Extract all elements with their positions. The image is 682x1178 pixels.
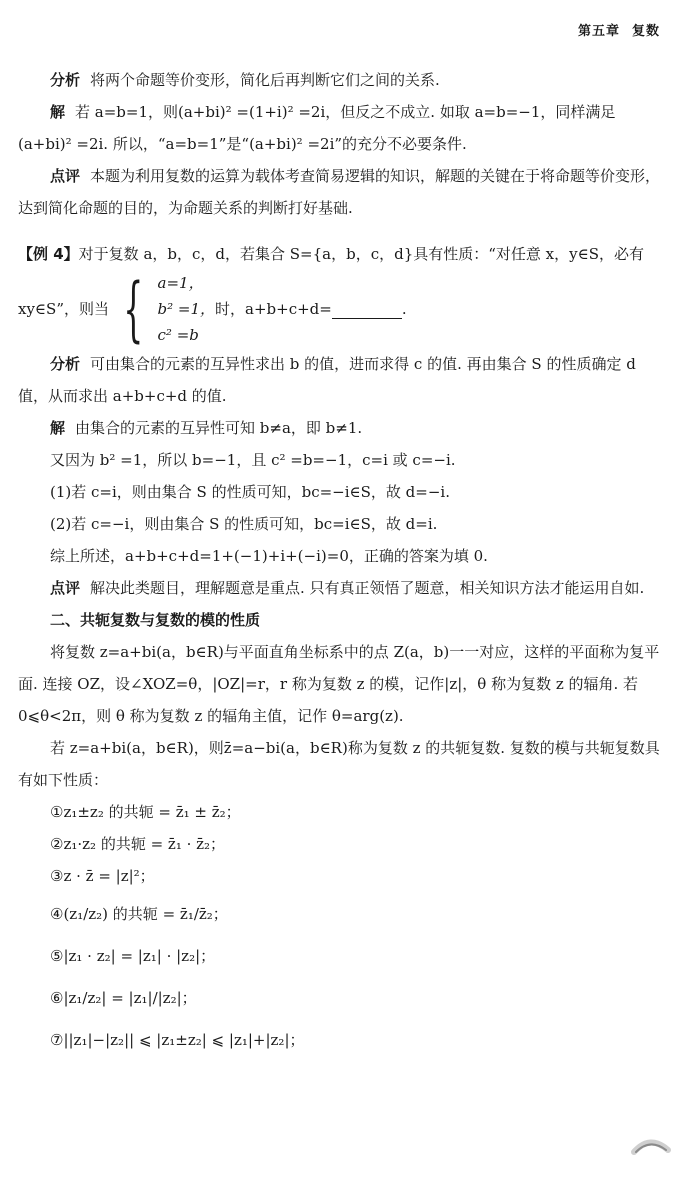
solution-line: (1)若 c=i，则由集合 S 的性质可知，bc=−i∈S，故 d=−i.	[50, 483, 450, 501]
solution-line: 由集合的元素的互异性可知 b≠a，即 b≠1.	[75, 419, 363, 437]
example3-analysis	[18, 64, 666, 96]
answer-blank[interactable]	[332, 300, 402, 319]
comment-label: 点评	[50, 579, 81, 597]
property-item: ④(z₁/z₂) 的共轭 = z̄₁/z̄₂；	[50, 905, 228, 923]
equation-system	[158, 270, 216, 348]
question-suffix: 时，a+b+c+d=	[215, 300, 332, 318]
section-heading: 二、共轭复数与复数的模的性质	[50, 611, 261, 629]
example4-analysis	[18, 348, 666, 412]
solution-line: 又因为 b² =1，所以 b=−1，且 c² =b=−1，c=i 或 c=−i.	[50, 451, 456, 469]
running-header	[578, 20, 660, 39]
property-item: ⑦||z₁|−|z₂|| ⩽ |z₁±z₂| ⩽ |z₁|+|z₂|；	[50, 1031, 305, 1049]
analysis-text: 将两个命题等价变形，简化后再判断它们之间的关系.	[90, 71, 440, 89]
property-item: ③z · z̄ = |z|²；	[50, 867, 155, 885]
comment-text: 解决此类题目，理解题意是重点. 只有真正领悟了题意，相关知识方法才能运用自如.	[90, 579, 645, 597]
example4-question	[18, 238, 666, 270]
solution-text: 若 a=b=1，则(a+bi)² =(1+i)² =2i，但反之不成立. 如取 a=b=−1，同样满足(a+bi)² =2i. 所以，“a=b=1”是“(a+bi)² =2i”的充分不必要条件.	[18, 103, 616, 153]
page-content	[18, 64, 666, 1060]
property-item: ⑤|z₁ · z₂| = |z₁| · |z₂|；	[50, 947, 216, 965]
solution-line: 综上所述，a+b+c+d=1+(−1)+i+(−i)=0，正确的答案为填 0.	[50, 547, 488, 565]
solution-label: 解	[50, 103, 66, 121]
property-item: ②z₁·z₂ 的共轭 = z̄₁ · z̄₂；	[50, 835, 226, 853]
example4-comment	[18, 572, 666, 604]
analysis-label: 分析	[50, 71, 81, 89]
analysis-label: 分析	[50, 355, 81, 373]
property-item: ⑥|z₁/z₂| = |z₁|/|z₂|；	[50, 989, 197, 1007]
example3-comment	[18, 160, 666, 224]
analysis-text: 可由集合的元素的互异性求出 b 的值，进而求得 c 的值. 再由集合 S 的性质确定 d 值，从而求出 a+b+c+d 的值.	[18, 355, 636, 405]
example3-solution	[18, 96, 666, 160]
solution-label: 解	[50, 419, 66, 437]
page-curl-icon	[628, 1126, 672, 1170]
example-label: 【例 4】	[18, 245, 79, 263]
comment-label: 点评	[50, 167, 81, 185]
equation-system-line	[18, 270, 666, 348]
chapter-label: 第五章	[577, 24, 620, 39]
example4-solution	[18, 412, 666, 444]
property-item: ①z₁±z₂ 的共轭 = z̄₁ ± z̄₂；	[50, 803, 241, 821]
question-prefix: xy∈S”，则当	[18, 300, 109, 318]
chapter-title: 复数	[631, 24, 660, 39]
equation-c: c² =b	[157, 326, 199, 344]
equation-b: b² =1，	[157, 300, 216, 318]
comment-text: 本题为利用复数的运算为载体考查简易逻辑的知识，解题的关键在于将命题等价变形，达到简化命题的目的，为命题关系的判断打好基础.	[18, 167, 661, 217]
section-paragraph: 若 z=a+bi(a，b∈R)，则z̄=a−bi(a，b∈R)称为复数 z 的共轭复数. 复数的模与共轭复数具有如下性质：	[18, 739, 660, 789]
solution-line: (2)若 c=−i，则由集合 S 的性质可知，bc=i∈S，故 d=i.	[50, 515, 438, 533]
equation-a: a=1，	[157, 274, 204, 292]
section-paragraph: 将复数 z=a+bi(a，b∈R)与平面直角坐标系中的点 Z(a，b)一一对应，这样的平面称为复平面. 连接 OZ，设∠XOZ=θ，|OZ|=r，r 称为复数 z 的模，记作|z|，θ 称为复数 z 的辐角. 若 0⩽θ<2π，则 θ 称为复数 z 的辐角主值，记作 θ=arg(z).	[18, 643, 660, 725]
left-brace-icon: {	[123, 268, 144, 350]
question-end: .	[401, 300, 407, 318]
question-text: 对于复数 a，b，c，d，若集合 S={a，b，c，d}具有性质：“对任意 x，y∈S，必有	[78, 245, 644, 263]
